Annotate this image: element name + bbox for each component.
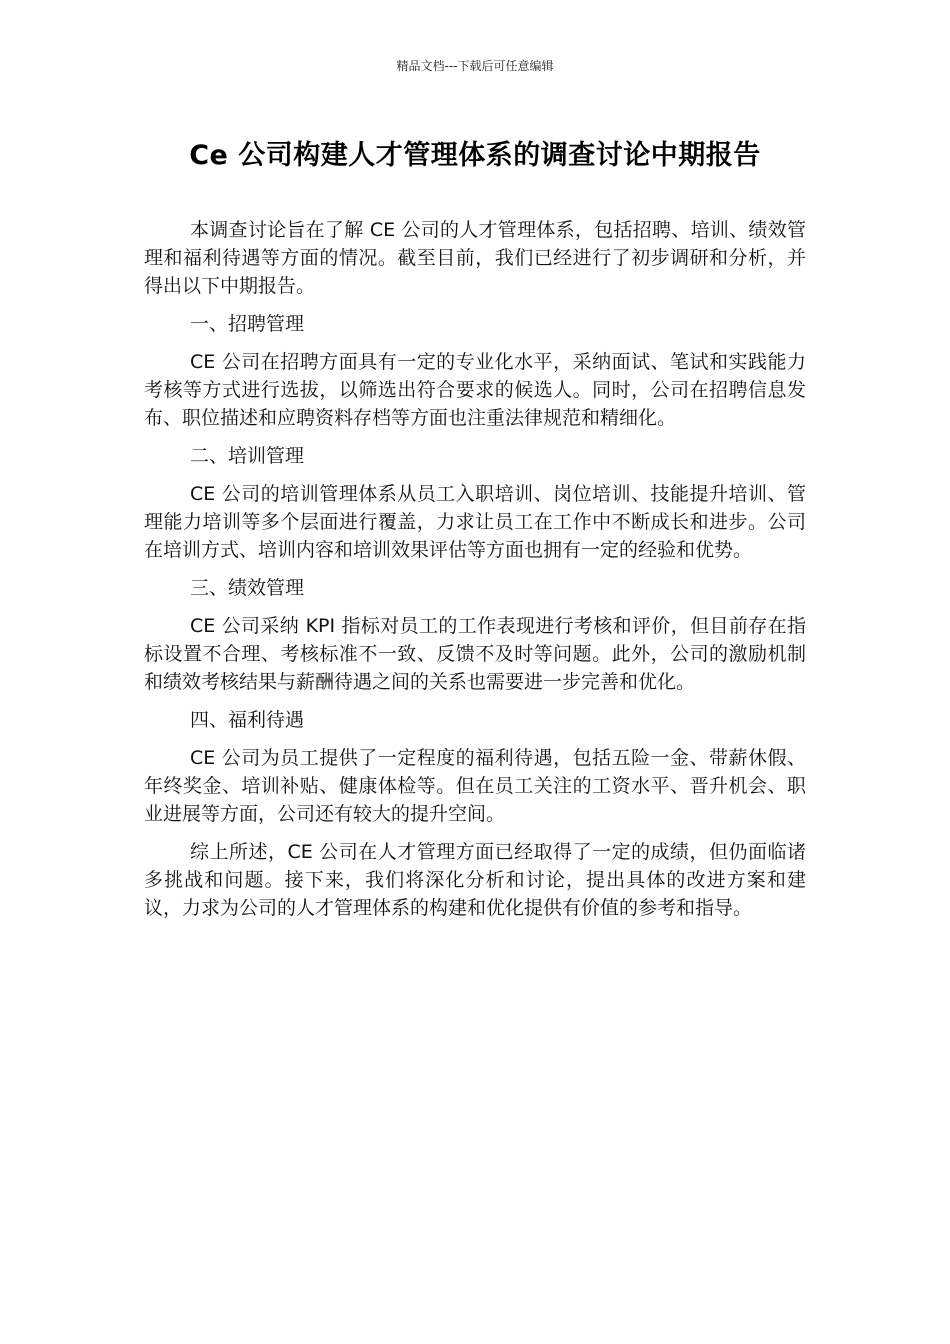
section-heading-recruitment: 一、招聘管理: [190, 313, 305, 335]
intro-paragraph: 本调查讨论旨在了解 CE 公司的人才管理体系，包括招聘、培训、绩效管理和福利待遇等方面的情况。截至目前，我们已经进行了初步调研和分析，并得出以下中期报告。: [144, 219, 806, 297]
document-title: Ce 公司构建人才管理体系的调查讨论中期报告: [189, 140, 761, 171]
conclusion-paragraph: 综上所述，CE 公司在人才管理方面已经取得了一定的成绩，但仍面临诸多挑战和问题。接下来，我们将深化分析和讨论，提出具体的改进方案和建议，力求为公司的人才管理体系的构建和优化提供有价值的参考和指导。: [144, 841, 806, 919]
section-heading-benefits: 四、福利待遇: [190, 709, 305, 731]
section-heading-performance: 三、绩效管理: [190, 577, 305, 599]
section-body-benefits: CE 公司为员工提供了一定程度的福利待遇，包括五险一金、带薪休假、年终奖金、培训补贴、健康体检等。但在员工关注的工资水平、晋升机会、职业进展等方面，公司还有较大的提升空间。: [144, 747, 806, 825]
section-heading-training: 二、培训管理: [190, 445, 305, 467]
section-body-training: CE 公司的培训管理体系从员工入职培训、岗位培训、技能提升培训、管理能力培训等多个层面进行覆盖，力求让员工在工作中不断成长和进步。公司在培训方式、培训内容和培训效果评估等方面也拥有一定的经验和优势。: [144, 483, 806, 561]
section-body-recruitment: CE 公司在招聘方面具有一定的专业化水平，采纳面试、笔试和实践能力考核等方式进行选拔，以筛选出符合要求的候选人。同时，公司在招聘信息发布、职位描述和应聘资料存档等方面也注重法律规范和精细化。: [144, 351, 806, 429]
header-note: 精品文档---下载后可任意编辑: [396, 59, 554, 73]
section-body-performance: CE 公司采纳 KPI 指标对员工的工作表现进行考核和评价，但目前存在指标设置不合理、考核标准不一致、反馈不及时等问题。此外，公司的激励机制和绩效考核结果与薪酬待遇之间的关系也需要进一步完善和优化。: [144, 615, 806, 693]
document-body: [144, 216, 806, 932]
